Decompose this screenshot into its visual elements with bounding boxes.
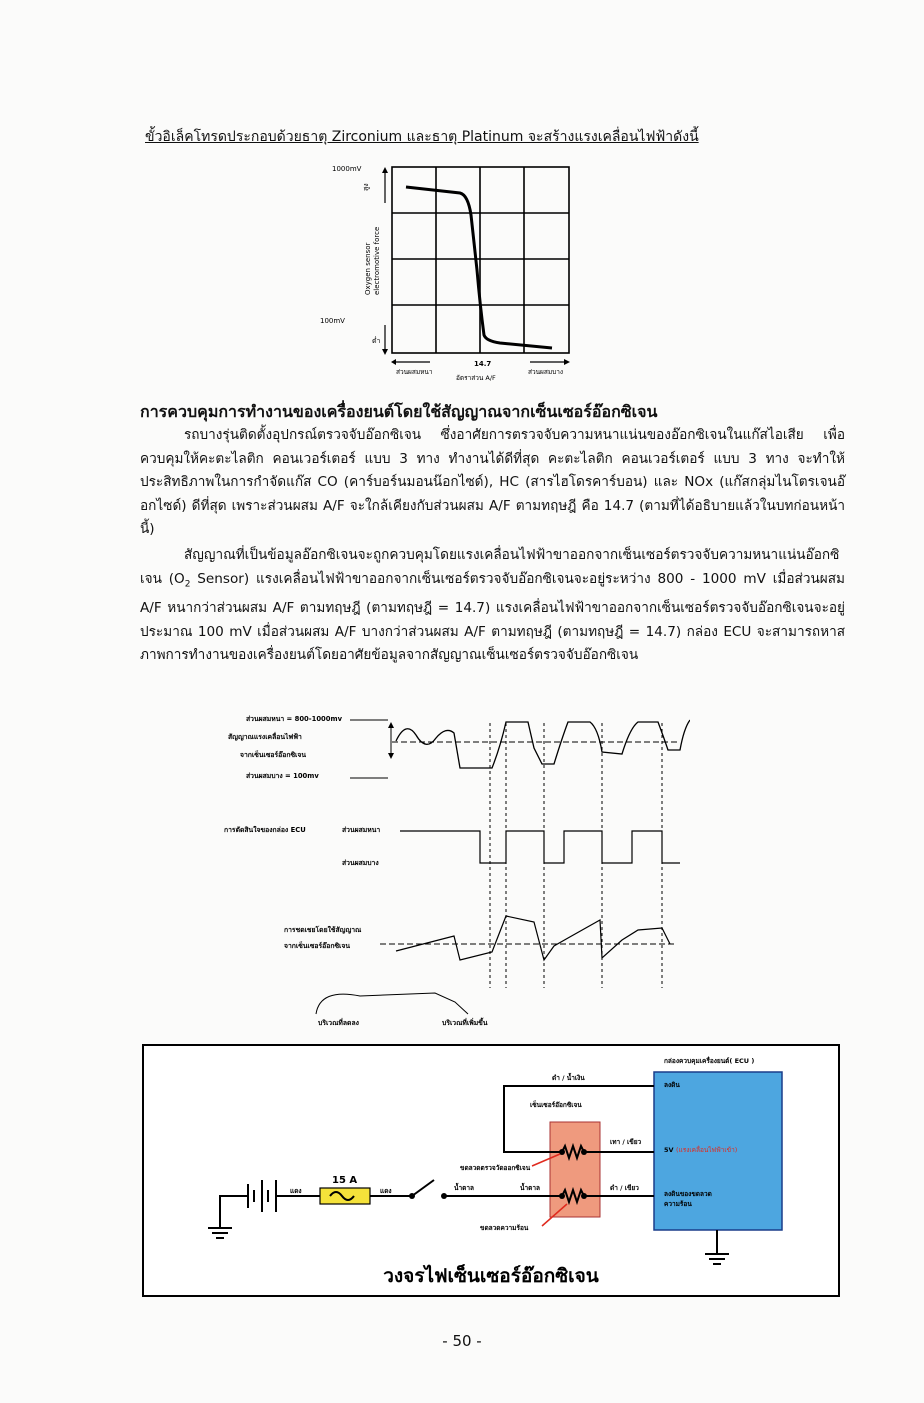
wire-red-1: แดง [290, 1187, 302, 1195]
timing-comp-line1: การชดเชยโดยใช้สัญญาณ [284, 926, 362, 934]
timing-lean-level: ส่วนผสมบาง = 100mv [246, 772, 319, 780]
fuse-rating: 15 A [332, 1175, 358, 1186]
p2-before: สัญญาณที่เป็นข้อมูลอ๊อกซิเจนจะถูกควบคุมโดยแรงเคลื่อนไฟฟ้าขาออกจากเซ็นเซอร์ตรวจจับความหนาแน่นอ๊อกซิเจน (O [140, 547, 840, 587]
fuse-box [320, 1188, 370, 1204]
graph1-y-low-label: ต่ำ [372, 337, 381, 345]
p2-after: Sensor) แรงเคลื่อนไฟฟ้าขาออกจากเซ็นเซอร์ตรวจจับอ๊อกซิเจนจะอยู่ระหว่าง 800 - 1000 mV เมื่อส่วนผสม A/F หนากว่าส่วนผสม A/F ตามทฤษฎี (ตามทฤษฎี = 14.7) แรงเคลื่อนไฟฟ้าขาออกจากเซ็นเซอร์ตรวจจับอ๊อกซิเจนจะอยู่ประมาณ 100 mV เมื่อส่วนผสม A/F บางกว่าส่วนผสม A/F ตามทฤษฎี (ตามทฤษฎี = 14.7) กล่อง ECU จะสามารถหาสภาพการทำงานของเครื่องยนต์โดยอาศัยข้อมูลจากสัญญาณเซ็นเซอร์ตรวจจับอ๊อกซิเจน [140, 570, 845, 664]
wire-gray-green: เทา / เขียว [610, 1138, 642, 1146]
timing-comp-line2: จากเซ็นเซอร์อ๊อกซิเจน [284, 942, 351, 950]
oxygen-sensor-output-graph [300, 155, 610, 390]
graph1-x-rich-label: ส่วนผสมหนา [396, 368, 433, 376]
ecu-decision-square-wave [400, 831, 680, 863]
ecu-heater-ground-line1: ลงดินของขดลวด [664, 1190, 712, 1198]
paragraph-1 [140, 424, 845, 542]
wire-black-blue: ดำ / น้ำเงิน [552, 1074, 585, 1082]
section-title: การควบคุมการทำงานของเครื่องยนต์โดยใช้สัญญาณจากเซ็นเซอร์อ๊อกซิเจน [140, 402, 658, 421]
graph1-y-axis-line2: electromotive force [373, 226, 381, 295]
graph1-rich-arrowhead [391, 359, 396, 365]
graph1-voltage-curve [406, 187, 552, 348]
heater-coil-label: ขดลวดความร้อน [480, 1224, 529, 1232]
compensation-waveform [396, 916, 670, 960]
timing-increase-zone: บริเวณที่เพิ่มขึ้น [442, 1019, 488, 1027]
ecu-ground-label: ลงดิน [664, 1081, 680, 1089]
paragraph-2 [140, 544, 845, 668]
switch-contact-2 [441, 1193, 447, 1199]
feedback-timing-diagram [210, 708, 690, 1028]
circuit-title: วงจรไฟเซ็นเซอร์อ๊อกซิเจน [383, 1265, 599, 1287]
wire-black-green: ดำ / เขียว [610, 1184, 639, 1192]
zirconium-heading: ขั้วอิเล็คโทรดประกอบด้วยธาตุ Zirconium และธาตุ Platinum จะสร้างแรงเคลื่อนไฟฟ้าดังนี้ [145, 129, 699, 145]
graph1-y-axis-line1: Oxygen sensor [364, 242, 372, 295]
timing-markers [490, 723, 662, 988]
graph1-x-value: 14.7 [474, 360, 492, 368]
ecu-5v-label: 5V [664, 1146, 674, 1154]
detect-coil-label: ขดลวดตรวจวัดออกซิเจน [460, 1164, 531, 1172]
zone-callout [316, 993, 468, 1014]
level-range-arrowhead-bottom [388, 753, 394, 759]
ecu-title: กล่องควบคุมเครื่องยนต์( ECU ) [664, 1057, 755, 1065]
timing-decrease-zone: บริเวณที่ลดลง [318, 1019, 359, 1027]
timing-ecu-decision: การตัดสินใจของกล่อง ECU [224, 826, 306, 834]
ecu-5v-note: (แรงเคลื่อนไฟฟ้าเข้า) [676, 1146, 738, 1154]
graph1-x-label: อัตราส่วน A/F [456, 374, 496, 382]
graph1-y-high-label: สูง [362, 183, 370, 191]
brown-label-1: น้ำตาล [454, 1184, 474, 1192]
sensor-box [550, 1122, 600, 1217]
page-number: - 50 - [442, 1332, 482, 1350]
wire-red-2: แดง [380, 1187, 392, 1195]
level-range-arrowhead-top [388, 722, 394, 728]
graph1-low-arrowhead [382, 349, 388, 355]
switch-contact-1 [409, 1193, 415, 1199]
graph1-lean-arrowhead [564, 359, 570, 365]
brown-label-2: น้ำตาล [520, 1184, 540, 1192]
o2-sensor-signal-wave [396, 720, 690, 768]
graph1-y-top-label: 1000mV [332, 165, 362, 173]
p2-subscript: 2 [184, 579, 191, 590]
oxygen-sensor-circuit [142, 1044, 840, 1297]
ecu-heater-ground-line2: ความร้อน [664, 1200, 692, 1208]
graph1-high-arrowhead [382, 167, 388, 173]
graph1-y-mid-label: 100mV [320, 317, 345, 325]
timing-rich-level: ส่วนผสมหนา = 800-1000mv [246, 715, 343, 723]
sensor-label: เซ็นเซอร์อ๊อกซิเจน [530, 1101, 582, 1109]
paragraph-2-text [140, 544, 845, 668]
timing-ecu-lean: ส่วนผสมบาง [342, 859, 379, 867]
timing-ecu-rich: ส่วนผสมหนา [342, 826, 381, 834]
graph1-x-lean-label: ส่วนผสมบาง [528, 368, 564, 376]
graph1-grid [392, 167, 569, 353]
timing-signal-line2: จากเซ็นเซอร์อ๊อกซิเจน [240, 751, 307, 759]
timing-signal-line1: สัญญาณแรงเคลื่อนไฟฟ้า [228, 733, 302, 741]
paragraph-1-text: รถบางรุ่นติดตั้งอุปกรณ์ตรวจจับอ๊อกซิเจน ซึ่งอาศัยการตรวจจับความหนาแน่นของอ๊อกซิเจนในแก๊สไอเสีย เพื่อควบคุมให้คะตะไลติก คอนเวอร์เตอร์ แบบ 3 ทาง ทำงานได้ดีที่สุด คะตะไลติก คอนเวอร์เตอร์ แบบ 3 ทาง จะทำให้ประสิทธิภาพในการกำจัดแก๊ส CO (คาร์บอร์นมอนน๊อกไซด์), HC (สารไฮโดรคาร์บอน) และ NOx (แก๊สกลุ่มไนโตรเจนอ๊อกไซด์) ดีที่สุด เพราะส่วนผสม A/F จะใกล้เคียงกับส่วนผสม A/F ตามทฤษฎี คือ 14.7 (ตามที่ได้อธิบายแล้วในบทก่อนหน้านี้) [140, 427, 845, 538]
